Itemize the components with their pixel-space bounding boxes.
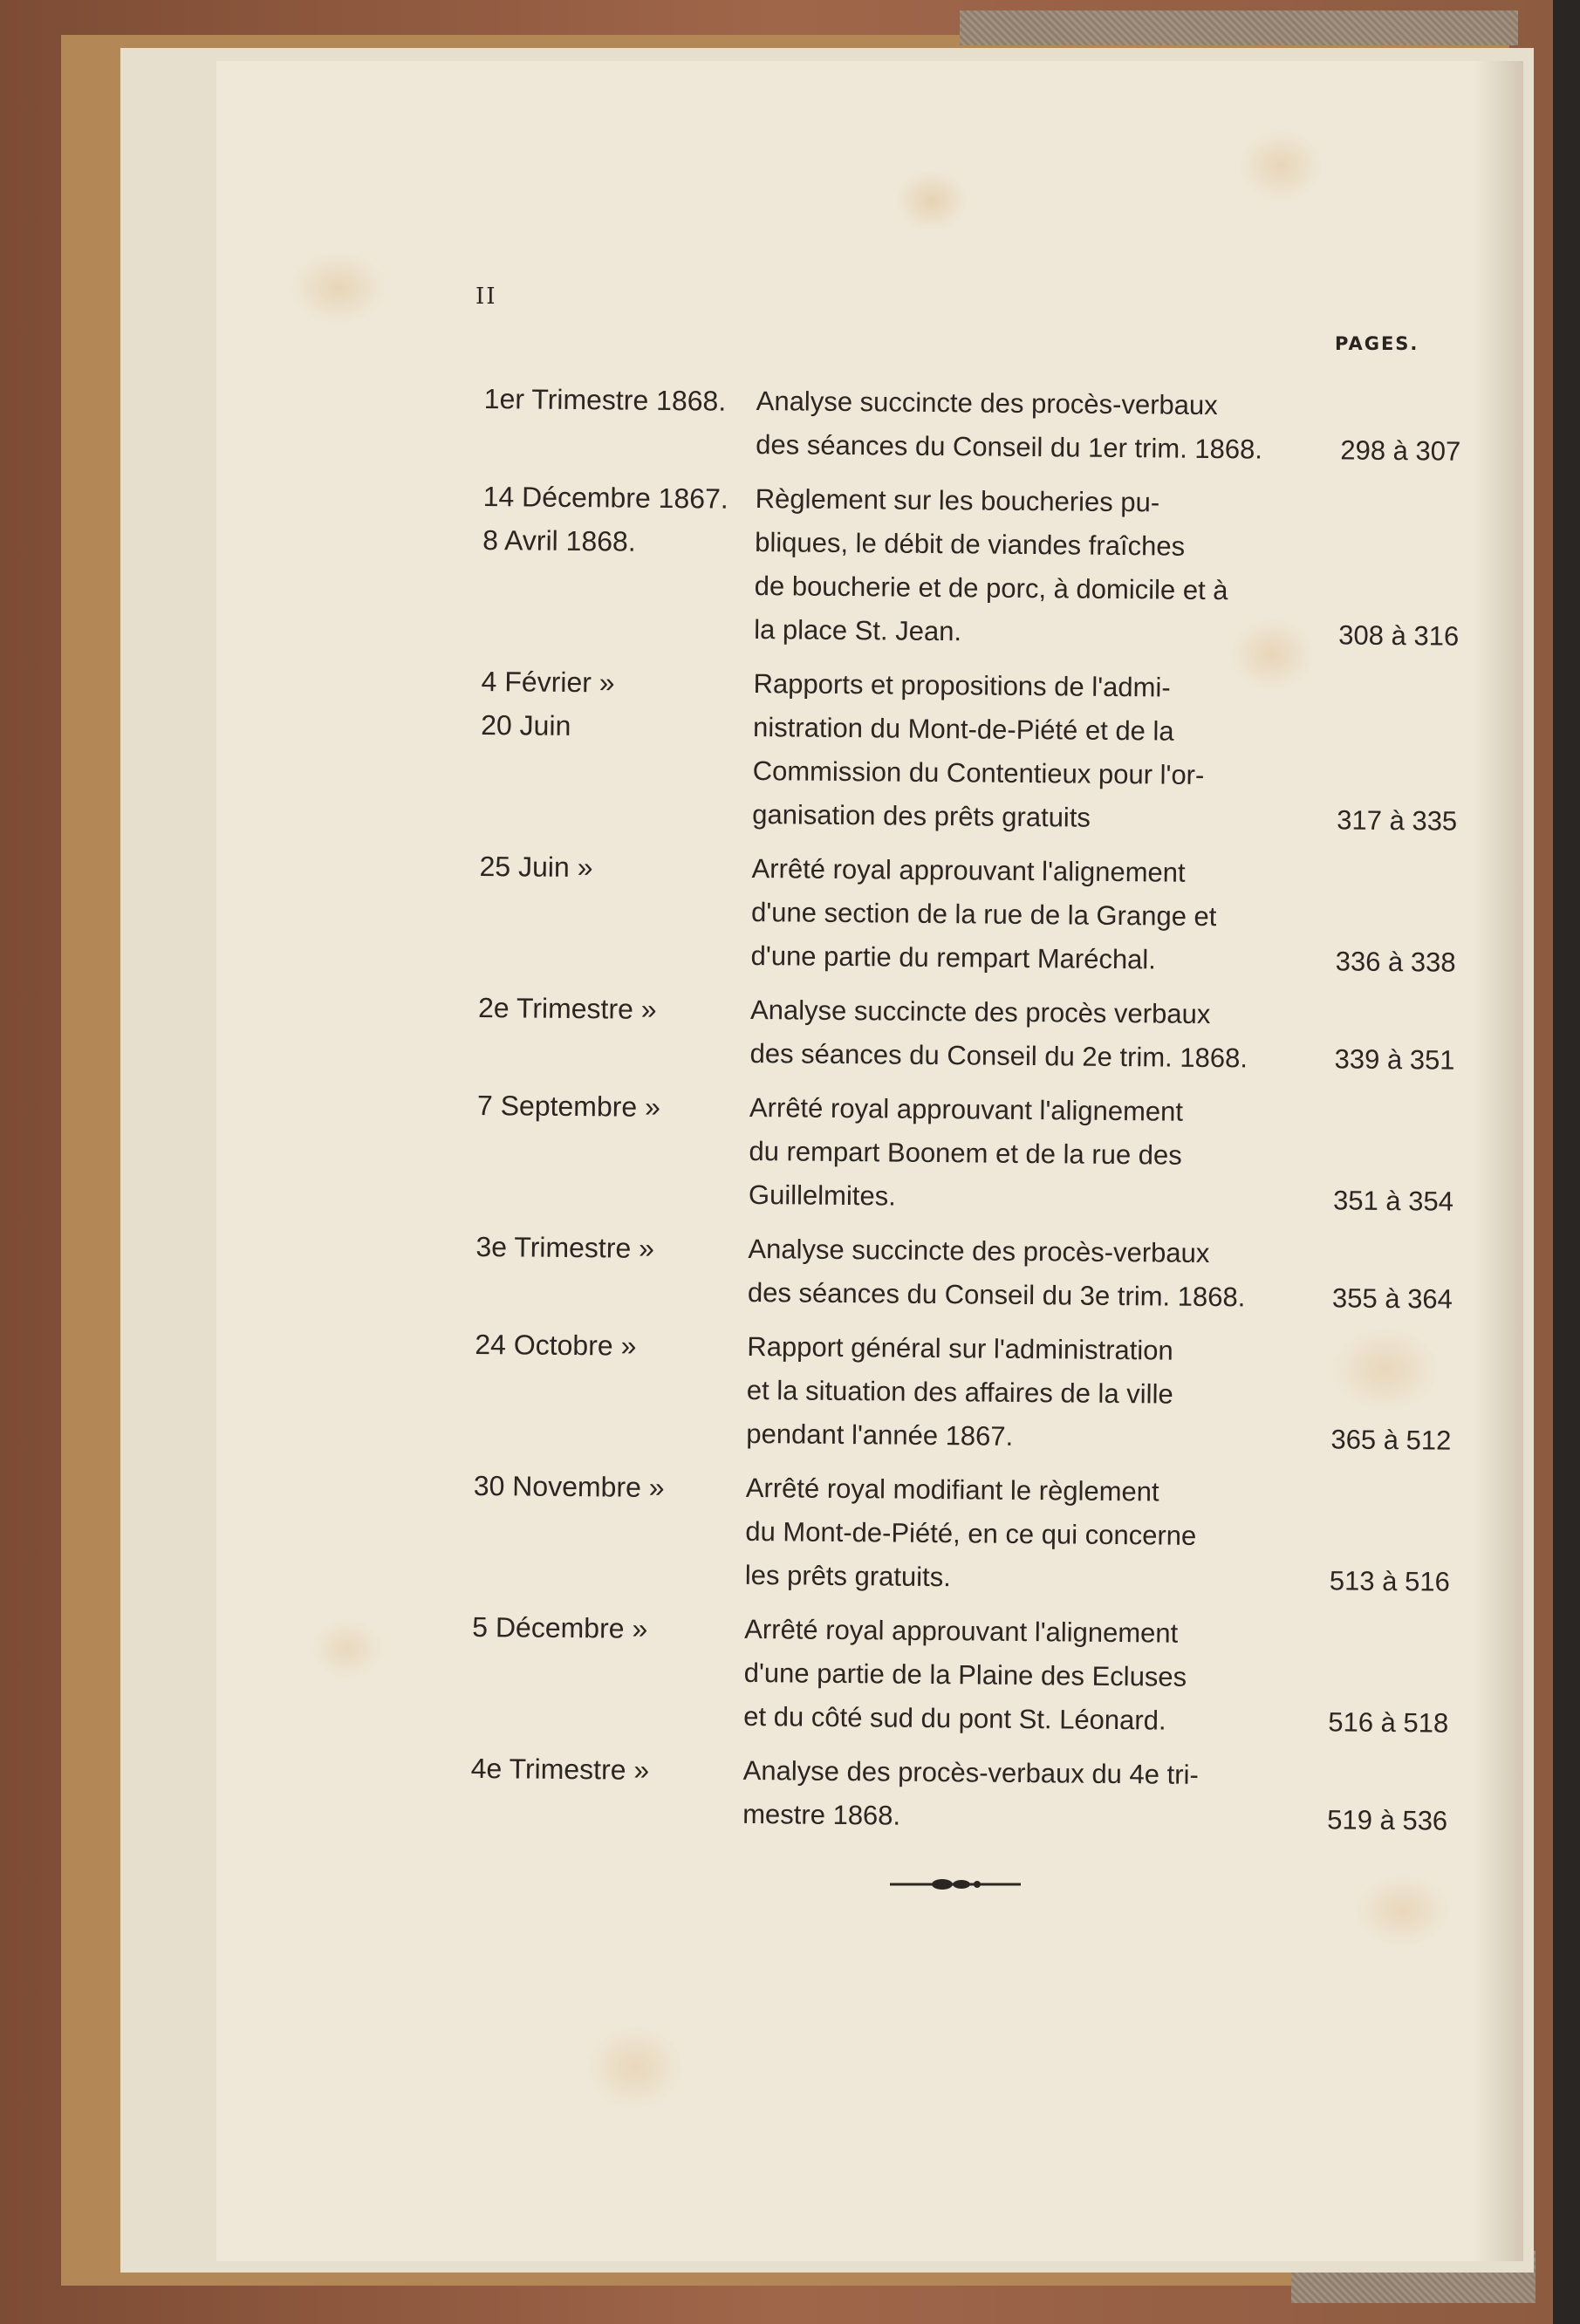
description-line: Arrêté royal approuvant l'alignement	[751, 852, 1186, 888]
entry-date: 14 Décembre 1867.	[482, 480, 728, 515]
entry-date: 3e Trimestre »	[475, 1230, 655, 1264]
entry-date: 24 Octobre »	[475, 1328, 637, 1362]
entry-dates	[484, 377, 755, 423]
entry-dates	[475, 1323, 745, 1369]
description-line: d'une partie de la Plaine des Ecluses	[743, 1657, 1187, 1692]
entry-date: 25 Juin »	[479, 850, 593, 884]
toc-entry	[480, 660, 1459, 844]
cloth-binding-top	[960, 10, 1518, 45]
entry-date: 30 Novembre »	[473, 1469, 665, 1504]
description-line: Commission du Contentieux pour l'or-	[752, 755, 1205, 790]
entry-pages: 513 à 516	[1329, 1565, 1450, 1597]
description-line: les prêts gratuits.	[744, 1559, 952, 1593]
description-line: des séances du Conseil du 3e trim. 1868.	[747, 1276, 1246, 1313]
toc-entry	[474, 1323, 1452, 1463]
description-line: Arrêté royal approuvant l'alignement	[749, 1091, 1184, 1127]
toc-entry	[475, 1225, 1453, 1322]
entry-dates	[477, 1083, 748, 1130]
toc-entry	[477, 986, 1455, 1083]
description-line: mestre 1868.	[742, 1798, 901, 1831]
pages-column-header: PAGES.	[1335, 333, 1419, 354]
entry-date: 4e Trimestre »	[470, 1752, 650, 1786]
description-line: bliques, le débit de viandes fraîches	[755, 526, 1186, 562]
entry-description	[745, 1466, 1269, 1603]
entry-date: 2e Trimestre »	[477, 991, 657, 1025]
entry-pages: 516 à 518	[1328, 1706, 1449, 1739]
toc-entry	[476, 1083, 1454, 1224]
entry-date: 5 Décembre »	[472, 1610, 648, 1644]
entry-date: 8 Avril 1868.	[482, 523, 636, 557]
description-line: Règlement sur les boucheries pu-	[755, 482, 1160, 518]
entry-pages: 336 à 338	[1335, 946, 1456, 978]
entry-description	[750, 847, 1275, 983]
description-line: Guillelmites.	[748, 1179, 897, 1212]
description-line: pendant l'année 1867.	[746, 1418, 1014, 1452]
toc-entry	[483, 377, 1461, 474]
entry-pages: 365 à 512	[1330, 1424, 1452, 1456]
entry-dates	[474, 1464, 744, 1510]
description-line: Analyse succincte des procès-verbaux	[756, 385, 1218, 421]
description-line: nistration du Mont-de-Piété et de la	[752, 711, 1174, 747]
entry-description	[754, 477, 1279, 657]
entry-date: 4 Février »	[481, 665, 615, 699]
description-line: du rempart Boonem et de la rue des	[749, 1135, 1182, 1171]
entry-description	[748, 1227, 1272, 1320]
table-of-contents	[470, 377, 1461, 1854]
gutter-shadow	[1474, 61, 1523, 2261]
entry-dates	[481, 660, 752, 749]
description-line: Arrêté royal modifiant le règlement	[745, 1472, 1159, 1507]
description-line: ganisation des prêts gratuits	[752, 798, 1091, 833]
description-line: d'une section de la rue de la Grange et	[750, 896, 1217, 933]
entry-dates	[475, 1225, 746, 1271]
entry-dates	[482, 475, 754, 564]
description-line: Analyse succincte des procès-verbaux	[748, 1233, 1210, 1269]
entry-description	[746, 1325, 1270, 1461]
toc-entry	[473, 1464, 1451, 1604]
toc-entry	[471, 1605, 1449, 1746]
entry-pages: 308 à 316	[1338, 619, 1460, 652]
entry-description	[743, 1608, 1268, 1744]
entry-dates	[470, 1746, 741, 1793]
description-line: des séances du Conseil du 2e trim. 1868.	[749, 1037, 1248, 1074]
entry-pages: 351 à 354	[1332, 1185, 1454, 1217]
entry-pages: 317 à 335	[1337, 804, 1458, 837]
description-line: Rapports et propositions de l'admi-	[753, 667, 1171, 703]
description-line: d'une partie du rempart Maréchal.	[750, 940, 1157, 975]
toc-entry	[478, 844, 1456, 985]
toc-entry	[470, 1746, 1448, 1843]
entry-date: 7 Septembre »	[476, 1089, 661, 1123]
page-folio: II	[475, 284, 497, 310]
entry-dates	[479, 844, 749, 891]
end-ornament-icon	[890, 1874, 1021, 1895]
entry-date: 20 Juin	[480, 708, 571, 742]
description-line: Analyse succincte des procès verbaux	[749, 994, 1211, 1030]
entry-dates	[478, 986, 749, 1032]
entry-date: 1er Trimestre 1868.	[483, 382, 727, 417]
entry-description	[752, 662, 1277, 842]
description-line: Arrêté royal approuvant l'alignement	[744, 1613, 1179, 1649]
entry-pages: 298 à 307	[1340, 434, 1461, 467]
entry-description	[749, 1086, 1273, 1222]
entry-description	[749, 988, 1274, 1081]
description-line: Rapport général sur l'administration	[747, 1330, 1173, 1366]
description-line: et la situation des affaires de la ville	[746, 1374, 1173, 1410]
description-line: et du côté sud du pont St. Léonard.	[743, 1700, 1166, 1736]
entry-pages: 339 à 351	[1334, 1043, 1455, 1076]
entry-description	[756, 379, 1280, 472]
entry-description	[742, 1749, 1267, 1842]
entry-dates	[472, 1605, 742, 1651]
description-line: de boucherie et de porc, à domicile et à	[754, 570, 1228, 606]
description-line: du Mont-de-Piété, en ce qui concerne	[745, 1515, 1197, 1551]
toc-entry	[482, 475, 1460, 659]
entry-pages: 519 à 536	[1327, 1804, 1448, 1836]
description-line: la place St. Jean.	[754, 613, 962, 647]
description-line: des séances du Conseil du 1er trim. 1868.	[756, 428, 1263, 465]
description-line: Analyse des procès-verbaux du 4e tri-	[742, 1754, 1199, 1790]
entry-pages: 355 à 364	[1331, 1282, 1453, 1315]
